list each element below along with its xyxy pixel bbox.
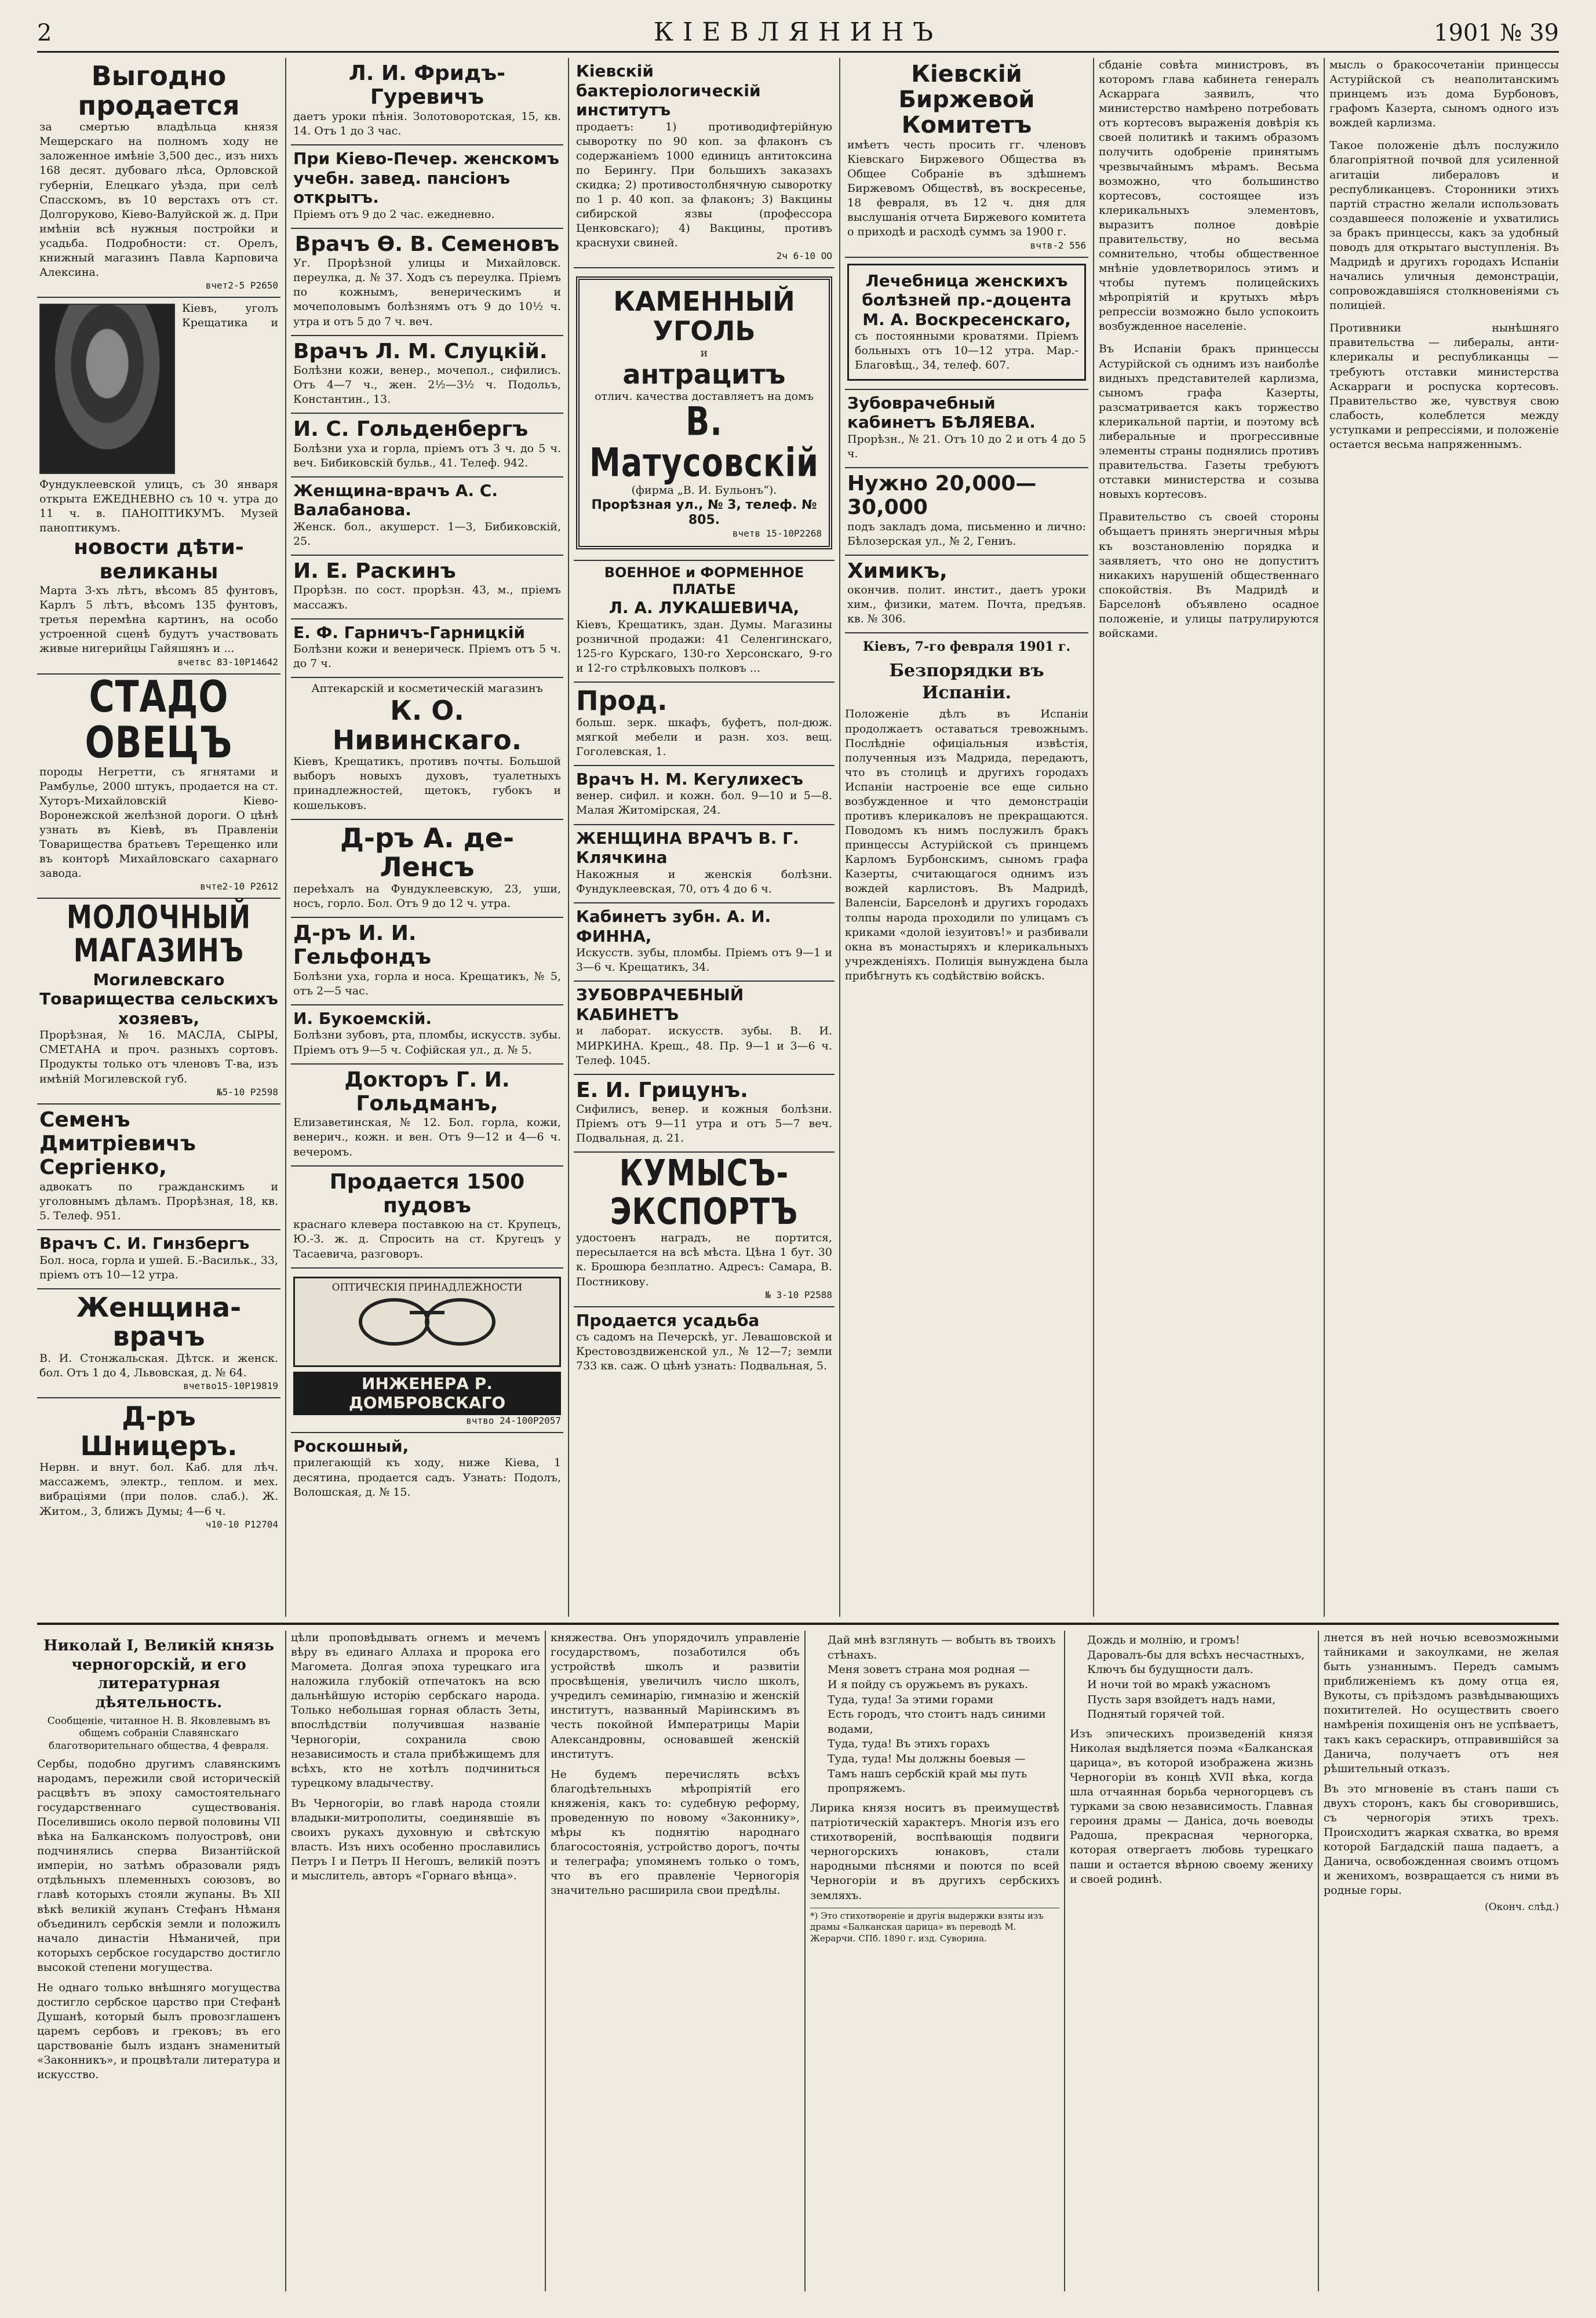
doctor-semenov-ad <box>291 229 563 336</box>
feature-paragraph: Сербы, подобно другимъ славянскимъ народамъ, пережили свой историческій расцвѣтъ въ эпоху самостоятельнаго государственнаго существованія. Поселившись около первой половины VII вѣка на Балканскомъ полуостровѣ, они подчинялись сперва Византійской имперіи, но затѣмъ образовали рядъ отдѣльныхъ племенныхъ союзовъ, во главѣ которыхъ стояли жупаны. Въ XII вѣкѣ великій жупанъ Стефанъ Нѣманя объединилъ сербскія земли и положилъ начало династіи Нѣманичей, при которыхъ сербское государство достигло высокой степени могущества. <box>37 1757 280 1974</box>
ad-code: вчет2-5 Р2650 <box>205 280 278 291</box>
column-2 <box>291 58 563 1617</box>
clinic-box <box>847 264 1086 381</box>
ad-body: переѣхалъ на Фундуклеевскую, 23, уши, носъ, горло. Бол. Отъ 9 до 12 ч. утра. <box>293 882 561 910</box>
ad-body: прилегающій къ ходу, ниже Кіева, 1 десятина, продается садъ. Узнать: Подолъ, Волошская, д. № 15. <box>293 1456 561 1499</box>
ad-body: подъ закладъ дома, письменно и лично: Бѣлозерская ул., № 2, Гениъ. <box>847 520 1086 548</box>
uniform-ad <box>574 561 835 683</box>
ad-code: вчетв 15-10Р2268 <box>732 528 822 540</box>
column-divider <box>839 58 840 1617</box>
feature-title: Николай I, Великій князь черногорскій, и его литературная дѣятельность. <box>43 1637 275 1711</box>
ad-title: Кіевскій бактеріологическій институтъ <box>576 61 761 120</box>
garnich-ad <box>291 619 563 679</box>
column-1 <box>37 58 280 1617</box>
ad-body: съ постоянными кроватями. Пріемъ больныхъ отъ 10—12 утра. Мар.-Благовѣщ., 34, телеф. 607. <box>855 330 1078 372</box>
panopticum-ad <box>37 298 280 674</box>
lens-left-icon <box>359 1298 429 1346</box>
column-3 <box>574 58 835 1617</box>
ad-firm: (фирма „В. И. Бульонъ“). <box>631 484 777 497</box>
article-title: Безпорядки въ Испаніи. <box>889 661 1044 703</box>
klyachkina-ad <box>574 825 835 903</box>
doctor-slutsky-ad <box>291 336 563 414</box>
ad-title: ВОЕННОЕ и ФОРМЕННОЕ ПЛАТЬЕ <box>604 564 804 598</box>
ad-body: удостоенъ наградъ, не портится, пересылается на всѣ мѣста. Цѣна 1 бут. 30 к. Брошюра безплатно. Адресъ: Самара, В. Постникову. <box>576 1231 832 1288</box>
article-paragraph: Такое положеніе дѣлъ послужило благопріятной почвой для усиленной агитаціи либераловъ и республиканцевъ. Сторонники этихъ партій страстно желали использовать создавшееся положеніе и ухватились за бракъ принцессы, какъ за удобный поводъ для открытаго выступленія. Въ Мадридѣ и другихъ городахъ Испаніи начались уличныя демонстраціи, сопровождавшіяся столкновеніями съ полиціей. <box>1329 139 1559 312</box>
ad-title: Продается усадьба <box>576 1310 760 1330</box>
ad-title: Врачъ Ѳ. В. Семеновъ <box>294 232 560 256</box>
lower-section <box>37 1631 1559 2291</box>
ad-code: вчетво15-10Р19819 <box>183 1380 278 1392</box>
ad-body: Кіевъ, уголъ Крещатика и Фундуклеевской улицъ, съ 30 января открыта ЕЖЕДНЕВНО съ 10 ч. утра до 11 ч. в. ПАНОПТИКУМЪ. Музей паноптикумъ. <box>39 302 278 535</box>
ad-more: Марта 3-хъ лѣтъ, вѣсомъ 85 фунтовъ, Карлъ 5 лѣтъ, вѣсомъ 135 фунтовъ, третья перемѣна картинъ, на особо устроенной сценѣ будутъ участвовать живые нигерийцы Гайяшянъ и ... <box>39 584 278 655</box>
ad-body: окончив. полит. инстит., даетъ уроки хим., физики, матем. Почта, предъяв. кв. № 306. <box>847 584 1086 626</box>
ad-body: и лаборат. искусств. зубы. В. И. МИРКИНА. Крещ., 48. Пр. 9—1 и 3—6 ч. Телеф. 1045. <box>576 1025 832 1067</box>
dairy-shop-ad <box>37 899 280 1104</box>
feature-note: Сообщеніе, читанное Н. В. Яковлевымъ въ общемъ собраніи Славянскаго благотворительнаго общества, 4 февраля. <box>47 1715 271 1752</box>
ad-title: Выгодно продается <box>78 60 240 121</box>
ad-body: съ садомъ на Печерскѣ, уг. Левашовской и Крестовоздвиженской ул., № 12—7; земли 733 кв. саж. О цѣнѣ узнать: Подвальная, 5. <box>576 1331 832 1373</box>
ad-title: МОЛОЧНЫЙ МАГАЗИНЪ <box>67 899 251 970</box>
sheep-ad <box>37 675 280 899</box>
article-paragraph: Правительство съ своей стороны объщаетъ принять энергичныя мѣры къ возстановленію порядка и заявляетъ, что оно не допуститъ никакихъ нарушеній общественнаго спокойствія. Въ Мадридѣ и Барселонѣ объявлено осадное положеніе, и улицы патрулируются войсками. <box>1099 511 1319 640</box>
newspaper-title: КІЕВЛЯНИНЪ <box>653 17 943 47</box>
newspaper-page <box>37 17 1559 2295</box>
ad-title: Д-ръ И. И. Гельфондъ <box>293 921 431 970</box>
ad-body: Пріемъ отъ 9 до 2 час. ежедневно. <box>293 207 495 221</box>
dateline: Кіевъ, 7-го февраля 1901 г. <box>862 639 1071 655</box>
ad-name: В. Матусовскій <box>589 398 819 486</box>
ad-body: за смертью владѣльца князя Мещерскаго на полномъ ходу не заложенное имѣніе 3,500 дес., изъ нихъ 168 десят. дубоваго лѣса, Орловской губерніи, Елецкаго уѣзда, при селѣ Спасскомъ, въ 10 верстахъ отъ ст. Долгоруково, Кіево-Валуйской ж. д. При имѣніи всѣ нужныя постройки и усадьба. Подробности: ст. Орелъ, книжный магазинъ Павла Карповича Алексина. <box>39 121 278 279</box>
article-paragraph: мысль о бракосочетаніи принцессы Астурійской съ неаполитанскимъ принцемъ изъ дома Бурбоновъ, графомъ Казерта, сыномъ одного изъ вождей карлизма. <box>1329 59 1559 130</box>
column-divider <box>1064 1631 1065 2291</box>
ad-body: имѣетъ честь просить гг. членовъ Кіевскаго Биржевого Общества въ Общее Собраніе въ здѣшнемъ Биржевомъ Обществѣ, въ воскресенье, 18 февраля, въ 12 ч. дня для выслушанія отчета Биржевого комитета о приходѣ и расходѣ суммъ за 1900 г. <box>847 139 1086 239</box>
clover-sale-ad <box>291 1167 563 1269</box>
ad-body: Прорѣзная ул., № 3, телеф. № 805. <box>591 497 817 528</box>
ad-title: Женщина-врачъ А. С. Валабанова. <box>293 480 498 520</box>
ad-body: Нервн. и внут. бол. Каб. для лѣч. массажемъ, электр., теплом. и мех. вибраціями (при полов. слаб.). Ж. Житом., 3, ближъ Думы; 4—6 ч. <box>39 1461 278 1518</box>
ad-title: Кабинетъ зубн. А. И. ФИННА, <box>576 906 771 946</box>
ad-title: СТАДО ОВЕЦЪ <box>85 674 233 768</box>
ad-title: И. Е. Раскинъ <box>293 559 456 584</box>
ad-title: ИНЖЕНЕРА Р. ДОМБРОВСКАГО <box>293 1372 561 1415</box>
ad-body: краснаго клевера поставкою на ст. Крупецъ, Ю.-З. ж. д. Спросить на ст. Кругецъ у Тасаевича, разговоръ. <box>293 1218 561 1260</box>
ad-code: вчетвс 83-10Р14642 <box>177 656 278 668</box>
clinic-ad <box>845 258 1088 390</box>
estate-pechersk-ad <box>574 1307 835 1380</box>
pharmacy-ad <box>291 678 563 819</box>
lawyer-ad <box>37 1105 280 1230</box>
belyaev-dental-ad <box>845 390 1088 468</box>
ad-body: даетъ уроки пѣнія. Золотоворотская, 15, кв. 14. Отъ 1 до 3 час. <box>293 110 561 137</box>
feature-paragraph: Въ Черногоріи, во главѣ народа стояли владыки-митрополиты, соединявшіе въ своихъ рукахъ духовную и свѣтскую власть. Изъ нихъ особенно прославились Петръ I и Петръ II Негошъ, великій поэтъ и мыслитель, авторъ «Горнаго вѣнца». <box>291 1796 540 1883</box>
coal-ad-box <box>576 276 832 549</box>
ad-title: К. О. Нивинскаго. <box>332 695 522 756</box>
giant-children-photo <box>39 304 175 474</box>
goldenberg-ad <box>291 414 563 478</box>
ad-title: Химикъ, <box>847 559 948 583</box>
woman-doctor-ad <box>37 1289 280 1398</box>
ad-title: И. Букоемскій. <box>293 1008 432 1028</box>
kumys-ad <box>574 1153 835 1307</box>
ad-title: При Кіево-Печер. женскомъ учебн. завед. пансіонъ открытъ. <box>293 148 559 207</box>
article-paragraph: Противники нынѣшняго правительства — либералы, анти-клерикалы и республиканцы — требуютъ отставки министерства Аскарраги и роспуска кортесовъ. Правительство же, чувствуя свою слабость, колеблется между уступками и репрессіями, и положеніе остается весьма напряженнымъ. <box>1329 322 1559 451</box>
ad-title: КУМЫСЪ-ЭКСПОРТЪ <box>610 1153 799 1233</box>
feature-column-3 <box>551 1631 800 2291</box>
ad-body: Прорѣзн., № 21. Отъ 10 до 2 и отъ 4 до 5 ч. <box>847 432 1086 460</box>
ad-subtitle: Могилевскаго Товарищества сельскихъ хозяевъ, <box>39 970 278 1028</box>
ad-title: Зубоврачебный кабинетъ БѢЛЯЕВА. <box>847 393 1036 432</box>
feature-column-6 <box>1324 1631 1559 2291</box>
poem-excerpt: Дождь и молнію, и громъ! Даровалъ-бы для всѣхъ несчастныхъ, Ключъ бы будущности далъ. И ночи той во мракѣ ужасномъ Пусть заря взойдетъ надъ нами, Поднятый горячей той. <box>1087 1634 1305 1721</box>
ad-title: Врачъ Н. М. Кегулихесъ <box>576 769 803 789</box>
ad-body: Прорѣзная, № 16. МАСЛА, СЫРЫ, СМЕТАНА и проч. разныхъ сортовъ. Продукты только отъ членовъ Т-ва, изъ имѣній Могилевской губ. <box>39 1029 278 1085</box>
upper-section <box>37 58 1559 1617</box>
feature-paragraph: Въ это мгновеніе въ станъ паши съ двухъ сторонъ, какъ бы сговорившись, съ черногорія этихъ трехъ. Происходитъ жаркая схватка, во время которой Багдадскій паша падаетъ, а Данича, освобожденная своимъ отцомъ и женихомъ, возвращается съ ними въ родные горы. <box>1324 1782 1559 1897</box>
article-paragraph: сбданіе совѣта министровъ, въ которомъ глава кабинета генералъ Аскаррага заявилъ, что министерство намѣрено потребовать отъ кортесовъ выраженія довѣрія къ своей политикѣ и такимъ образомъ получить одобреніе принятымъ чрезвычайнымъ мѣрамъ. Весьма возможно, что большинство кортесовъ, состоящее изъ клерикальныхъ элементовъ, выразитъ полное довѣріе правительству, но весьма сомнительно, чтобы общественное мнѣніе удовлетворилось этимъ и чтобы путемъ полицейскихъ мѣропріятій и крутыхъ мѣръ репрессіи возможно было успокоить возбужденное населеніе. <box>1099 59 1319 333</box>
ad-body: Кіевъ, Крещатикъ, здан. Думы. Магазины розничной продажи: 41 Селенгинскаго, 125-го Курскаго, 130-го Херсонскаго, 9-го и 12-го стрѣлковыхъ полковъ ... <box>576 618 832 675</box>
raskin-ad <box>291 556 563 619</box>
gritsun-ad <box>574 1075 835 1153</box>
issue-number: 1901 № 39 <box>1434 20 1559 46</box>
ad-body: Болѣзни кожи и венерическ. Пріемъ отъ 5 ч. до 7 ч. <box>293 643 561 670</box>
ad-body: Уг. Прорѣзной улицы и Михайловск. переулка, д. № 37. Ходъ съ переулка. Пріемъ по кожнымъ, венерическимъ и мочеполовымъ болѣзнямъ отъ 9 до 10½ ч. утра и отъ 5 до 7 ч. веч. <box>293 257 561 328</box>
column-divider <box>1093 58 1094 1617</box>
ad-title-2: антрацитъ <box>622 359 786 391</box>
estate-sale-ad <box>37 58 280 298</box>
lens-right-icon <box>425 1298 495 1346</box>
ad-body: Накожныя и женскія болѣзни. Фундуклеевская, 70, отъ 4 до 6 ч. <box>576 868 832 895</box>
ad-body: Болѣзни зубовъ, рта, пломбы, искусств. зубы. Пріемъ отъ 9—5 ч. Софійская ул., д. № 5. <box>293 1029 561 1056</box>
ad-title: ЗУБОВРАЧЕБНЫЙ КАБИНЕТЪ <box>576 985 744 1024</box>
chemist-ad <box>845 556 1088 634</box>
feature-column-4 <box>810 1631 1059 2291</box>
ad-title: Врачъ Л. М. Слуцкій. <box>293 339 548 363</box>
continued-note: (Оконч. слѣд.) <box>1485 1901 1559 1914</box>
feature-paragraph: Не однаго только внѣшняго могущества достигло сербское царство при Стефанѣ Душанѣ, который былъ провозглашенъ царемъ сербовъ и грековъ; въ его царствованіе былъ изданъ знаменитый «Законникъ», и процвѣтали литература и искусство. <box>37 1981 280 2082</box>
ad-title: Е. Ф. Гарничъ-Гарницкій <box>293 622 526 642</box>
goldman-ad <box>291 1065 563 1167</box>
feature-paragraph: лнется въ ней ночью всевозможными тайниками и закоулками, не желая быть узнаннымъ. Передъ самымъ приближеніемъ къ дому отца ея, Вукоты, съ пріѣздомъ развѣдывающихъ похитителей. Но осуществить своего намѣренія похищенія онъ не успѣваетъ, такъ какъ сераскиръ, отправившійся за Данича, получаетъ отъ нея рѣшительный отказъ. <box>1324 1631 1559 1775</box>
ad-body: венер. сифил. и кожн. бол. 9—10 и 5—8. Малая Житомірская, 24. <box>576 789 832 817</box>
ad-title: Е. И. Грицунъ. <box>576 1078 748 1102</box>
ad-title: Кіевскій Биржевой Комитетъ <box>898 61 1035 139</box>
column-divider <box>1318 1631 1319 2291</box>
column-divider <box>568 58 569 1617</box>
ad-label: ОПТИЧЕСКІЯ ПРИНАДЛЕЖНОСТИ <box>331 1281 523 1293</box>
ad-body: Болѣзни уха, горла и носа. Крещатикъ, № 5, отъ 2—5 час. <box>293 970 561 997</box>
footnote: *) Это стихотвореніе и другія выдержки взяты изъ драмы «Балканская царица» въ переводѣ М. Жерарчи. СПб. 1890 г. изд. Суворина. <box>810 1908 1059 1945</box>
doctor-ginzberg-ad <box>37 1230 280 1289</box>
ad-title: Роскошный, <box>293 1436 409 1456</box>
ad-body: Кіевъ, Крещатикъ, противъ почты. Большой выборъ новыхъ духовъ, туалетныхъ принадлежностей, щетокъ, губокъ и кошельковъ. <box>293 755 561 812</box>
feature-column-5 <box>1070 1631 1313 2291</box>
feature-paragraph: цѣли проповѣдывать огнемъ и мечемъ вѣру въ единаго Аллаха и пророка его Магомета. Долгая эпоха турецкаго ига наложила глубокій отпечатокъ на всю дальнѣйшую исторію сербскаго народа. Только небольшая горная область Зеты, впослѣдствіи получившая названіе Черногоріи, сохранила свою независимость и стала прибѣжищемъ для всѣхъ, кто не хотѣлъ подчиниться турецкому владычеству. <box>291 1631 540 1789</box>
ad-subtitle: Аптекарскій и косметическій магазинъ <box>311 682 543 695</box>
ad-body: больш. зерк. шкафъ, буфетъ, пол-дюж. мягкой мебели и разн. хоз. вещ. Гоголевская, 1. <box>576 716 832 758</box>
gelfond-ad <box>291 918 563 1005</box>
ad-body: В. И. Стонжальская. Дѣтск. и женск. бол. Отъ 1 до 4, Львовская, д. № 64. <box>39 1351 278 1380</box>
ad-title: Семенъ Дмитріевичъ Сергіенко, <box>39 1107 196 1180</box>
ad-body: породы Негретти, съ ягнятами и Рамбулье, 2000 штукъ, продается на ст. Хуторъ-Михайловскій Кіево-Воронежской желѣзной дороги. О цѣнѣ узнать въ Кіевѣ, въ Правленіи Товарищества братьевъ Терещенко или въ конторѣ Михайловскаго сахарнаго завода. <box>39 765 278 880</box>
kegulikhes-ad <box>574 766 835 825</box>
coal-ad <box>574 268 835 561</box>
ad-body: Елизаветинская, № 12. Бол. горла, кожи, венерич., кожн. и вен. Отъ 9—12 и 4—6 ч. вечеромъ. <box>293 1116 561 1158</box>
boarding-school-ad <box>291 145 563 229</box>
ad-title: КАМЕННЫЙ УГОЛЬ <box>613 286 795 347</box>
column-divider <box>285 58 286 1617</box>
ad-body: продаетъ: 1) противодифтерійную сыворотку по 90 коп. за флаконъ съ содержаніемъ 1000 единицъ антитоксина по Берингу. При большихъ заказахъ скидка; 2) противостолбнячную сыворотку по 1 р. 40 коп. за флаконъ; 3) Вакцины сибирской язвы (профессора Ценковскаго); 4) Вакцины, противъ краснухи свиней. <box>576 120 832 250</box>
ad-title: ЖЕНЩИНА ВРАЧЪ В. Г. Клячкина <box>576 828 799 868</box>
ad-title: Прод. <box>576 684 668 716</box>
ad-body: Болѣзни кожи, венер., мочепол., сифилисъ. Отъ 4—7 ч., жен. 2½—3½ ч. Подольъ, Константин., 13. <box>293 363 561 406</box>
valabanova-ad <box>291 478 563 556</box>
ad-code: вчтво 24-100Р2057 <box>466 1415 561 1426</box>
ad-body: Прорѣзн. по сост. прорѣзн. 43, м., пріемъ массажъ. <box>293 584 561 611</box>
ad-title: Нужно 20,000—30,000 <box>847 471 1037 520</box>
mirkin-dental-ad <box>574 982 835 1074</box>
finn-dental-ad <box>574 903 835 982</box>
ad-title: И. С. Гольденбергъ <box>293 417 529 442</box>
ad-and: и <box>700 346 708 359</box>
article-paragraph: Въ Испаніи бракъ принцессы Астурійской съ однимъ изъ наиболѣе видныхъ представителей карлизма, сыномъ графа Казерты, разсматривается какъ торжество клерикальной партіи, и поэтому всѣ либеральные и прогрессивные элементы страны поднялись противъ правительства. Газеты требуютъ отставки министерства и созыва новыхъ кортесовъ. <box>1099 342 1319 501</box>
ad-body: Искусств. зубы, пломбы. Пріемъ отъ 9—1 и 3—6 ч. Крещатикъ, 34. <box>576 946 832 974</box>
page-number: 2 <box>37 20 52 46</box>
feature-paragraph: Изъ эпическихъ произведеній князя Николая выдѣляется поэма «Балканская царица», въ которой изображена жизнь Черногоріи въ концѣ XVII вѣка, когда шла отчаянная борьба черногорцевъ съ турками за свою независимость. Главная героиня драмы — Данica, дочь воеводы Радоша, прекрасная черногорка, которая отвергаетъ любовь турецкаго паши и остается вѣрною своему жениху и своей родинѣ. <box>1070 1727 1313 1886</box>
ad-title: Женщина-врачъ <box>76 1291 242 1353</box>
ad-title: Врачъ С. И. Гинзбергъ <box>39 1234 250 1253</box>
ad-title: Д-ръ Шницеръ. <box>80 1401 238 1461</box>
eyeglasses-illustration <box>293 1277 561 1367</box>
ad-subtitle: отлич. качества доставляетъ на домъ <box>595 389 814 403</box>
ad-body: Болѣзни уха и горла, пріемъ отъ 3 ч. до 5 ч. веч. Бибиковскій бульв., 41. Телеф. 942. <box>293 442 561 469</box>
feature-paragraph: Не будемъ перечислять всѣхъ благодѣтельныхъ мѣропріятій его княженія, какъ то: судебную реформу, проведенную по новому «Законнику», мѣры къ поднятію народнаго благосостоянія, устройство дорогъ, почты и телеграфа; упомянемъ только о томъ, что въ его правленіе Черногорія значительно расширила свои предѣлы. <box>551 1767 800 1897</box>
ad-body: адвокатъ по гражданскимъ и уголовнымъ дѣламъ. Прорѣзная, 18, кв. 5. Телеф. 951. <box>39 1180 278 1222</box>
ad-code: вчте2-10 Р2612 <box>200 881 278 892</box>
furniture-sale-ad <box>574 683 835 766</box>
feature-column-1 <box>37 1631 280 2291</box>
feature-column-2 <box>291 1631 540 2291</box>
ad-title: Докторъ Г. И. Гольдманъ, <box>344 1067 510 1116</box>
bukoemsky-ad <box>291 1005 563 1065</box>
singing-lessons-ad <box>291 58 563 145</box>
exchange-committee-ad <box>845 58 1088 258</box>
de-lens-ad <box>291 820 563 918</box>
bacteriological-institute-ad <box>574 58 835 268</box>
ad-title: Д-ръ А. де-Ленсъ <box>340 822 515 883</box>
doctor-shnitser-ad <box>37 1398 280 1536</box>
ad-title: Продается 1500 пудовъ <box>329 1169 525 1218</box>
garden-sale-ad <box>291 1433 563 1506</box>
ad-title: Лечебница женскихъ болѣзней пр.-доцента М. А. Воскресенскаго, <box>862 271 1072 329</box>
section-divider <box>37 1623 1559 1625</box>
ad-body: Женск. бол., акушерст. 1—3, Бибиковскій, 25. <box>293 520 561 548</box>
ad-body: Бол. носа, горла и ушей. Б.-Васильк., 33, пріемъ отъ 10—12 утра. <box>39 1253 278 1281</box>
poem-excerpt: Дай мнѣ взглянуть — вобыть въ твоихъ стѣнахъ. Меня зоветъ страна моя родная — И я пойду съ оружьемъ въ рукахъ. Туда, туда! За этими горами Есть городъ, что стоитъ надъ синими водами, Туда, туда! Въ этихъ горахъ Туда, туда! Мы должны боевыя — Тамъ нашъ сербскій край мы путь пропряжемъ. <box>828 1634 1056 1795</box>
column-divider <box>1324 58 1325 1617</box>
ad-name: Л. А. ЛУКАШЕВИЧА, <box>608 598 800 618</box>
column-divider <box>804 1631 806 2291</box>
ad-code: № 3-10 Р2588 <box>765 1289 832 1300</box>
column-4 <box>845 58 1088 1617</box>
column-divider <box>545 1631 546 2291</box>
optics-ad <box>291 1269 563 1433</box>
ad-code: №5-10 Р2598 <box>217 1086 278 1098</box>
article-body: Положеніе дѣлъ въ Испаніи продолжаетъ оставаться тревожнымъ. Послѣдніе офиціальныя извѣстія, полученныя изъ Мадрида, передаютъ, что въ столицѣ и другихъ городахъ Испаніи настроеніе все еще сильно возбужденное и что демонстраціи противъ клерикаловъ не прекращаются. Поводомъ къ нимъ послужилъ бракъ принцессы Астурійской съ принцемъ Карломъ Бурбонскимъ, сыномъ графа Казерты, считающагося однимъ изъ вождей карлистовъ. Въ Мадридѣ, Валенсіи, Барселонѣ и другихъ городахъ толпы народа проходили по улицамъ съ криками «долой іезуитовъ!» и разбивали окна въ монастыряхъ и клерикальныхъ учрежденіяхъ. Полиція вынуждена была прибѣгнуть къ содѣйствію войскъ. <box>845 708 1088 982</box>
masthead <box>37 17 1559 53</box>
editorial <box>845 639 1088 983</box>
ad-code: ч10-10 Р12704 <box>205 1518 278 1530</box>
feature-paragraph: княжества. Онъ упорядочилъ управленіе государствомъ, позаботился объ устройствѣ школъ и развитіи просвѣщенія, увеличилъ число школъ, учредилъ семинарію, гимназію и женскій институтъ, названный Маріинскимъ въ честь покойной Императрицы Маріи Александровны, основавшей женскій институтъ. <box>551 1631 800 1761</box>
ad-body: Сифилисъ, венер. и кожныя болѣзни. Пріемъ отъ 9—11 утра и отъ 5—7 веч. Подвальная, д. 21. <box>576 1103 832 1145</box>
ad-title: Л. И. Фридъ-Гуревичъ <box>348 61 506 110</box>
column-6 <box>1329 58 1559 1617</box>
ad-code: 2ч 6-10 ОО <box>776 250 832 262</box>
feature-paragraph: Лирика князя носитъ въ преимуществѣ патріотическій характеръ. Многія изъ его стихотвореній, воспѣвающія подвиги черногорскихъ юнаковъ, стали народными пѣснями и поются по всей Черногоріи и въ другихъ сербскихъ земляхъ. <box>810 1802 1059 1902</box>
column-divider <box>285 1631 286 2291</box>
ad-title: новости дѣти-великаны <box>74 535 244 584</box>
loan-wanted-ad <box>845 468 1088 556</box>
ad-code: вчтв-2 556 <box>1030 239 1086 251</box>
column-5 <box>1099 58 1319 1617</box>
